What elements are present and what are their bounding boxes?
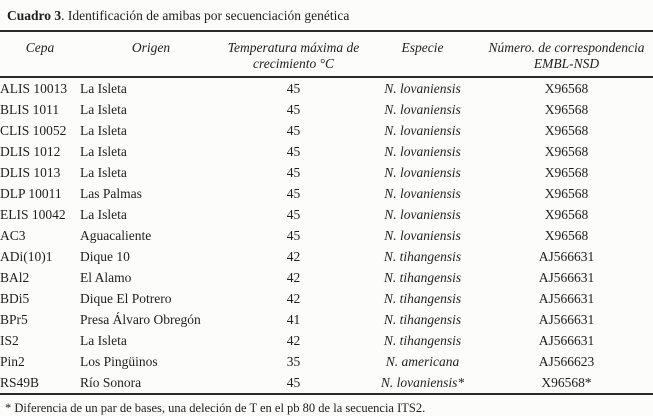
cell-temperatura: 42: [286, 269, 301, 285]
cell-origen: Presa Álvaro Obregón: [80, 311, 201, 327]
cell-especie: N. lovaniensis: [384, 122, 461, 138]
table-row: [0, 309, 653, 330]
table-row: [0, 183, 653, 204]
cell-especie: N. lovaniensis: [384, 206, 461, 222]
cell-embl: AJ566631: [538, 269, 595, 285]
table-row: [0, 330, 653, 351]
cell-embl: AJ566631: [538, 311, 595, 327]
col-header-temperatura: [222, 31, 365, 77]
cell-origen: Los Pingüinos: [80, 353, 158, 369]
cell-especie: N. lovaniensis: [384, 185, 461, 201]
table-row: [0, 77, 653, 99]
cell-especie: N. lovaniensis: [384, 143, 461, 159]
cell-origen: El Alamo: [80, 269, 132, 285]
cell-embl: AJ566623: [538, 353, 595, 369]
cell-temperatura: 45: [286, 122, 301, 138]
cell-embl: AJ566631: [538, 332, 595, 348]
table-caption-number: Cuadro 3: [7, 8, 62, 23]
table-caption: [7, 7, 653, 24]
table-body: [0, 77, 653, 394]
cell-origen: La Isleta: [80, 143, 127, 159]
cell-origen: La Isleta: [80, 122, 127, 138]
amoeba-identification-table: [0, 30, 653, 395]
cell-temperatura: 45: [286, 164, 301, 180]
cell-embl: X96568: [544, 227, 589, 243]
col-header-especie: Especie: [365, 31, 480, 77]
table-header: [0, 31, 653, 77]
cell-especie: N. lovaniensis*: [380, 374, 465, 390]
cell-temperatura: 45: [286, 227, 301, 243]
cell-origen: Aguacaliente: [80, 227, 152, 243]
cell-cepa: ADi(10)1: [0, 248, 53, 264]
cell-origen: Dique 10: [80, 248, 130, 264]
col-header-embl-line2: EMBL-NSD: [533, 55, 600, 71]
col-header-temperatura-line2: crecimiento °C: [253, 55, 334, 71]
cell-temperatura: 45: [286, 80, 301, 96]
cell-cepa: ALIS 10013: [0, 80, 68, 96]
cell-embl: AJ566631: [538, 290, 595, 306]
header-row: [0, 31, 653, 77]
cell-cepa: IS2: [0, 332, 19, 348]
table-row: [0, 141, 653, 162]
cell-especie: N. tihangensis: [383, 332, 462, 348]
cell-origen: Las Palmas: [80, 185, 142, 201]
table-row: [0, 351, 653, 372]
cell-temperatura: 45: [286, 185, 301, 201]
cell-origen: Río Sonora: [80, 374, 142, 390]
cell-cepa: BDi5: [0, 290, 30, 306]
cell-temperatura: 45: [286, 143, 301, 159]
cell-cepa: RS49B: [0, 374, 40, 390]
table-row: [0, 204, 653, 225]
cell-temperatura: 42: [286, 290, 301, 306]
table-row: [0, 99, 653, 120]
cell-cepa: ELIS 10042: [0, 206, 66, 222]
table-row: [0, 225, 653, 246]
col-header-embl: [480, 31, 653, 77]
cell-origen: Dique El Potrero: [80, 290, 172, 306]
table-footnote: * Diferencia de un par de bases, una deleción de T en el pb 80 de la secuencia ITS2.: [5, 401, 426, 415]
cell-especie: N. lovaniensis: [384, 164, 461, 180]
cell-temperatura: 41: [286, 311, 301, 327]
cell-origen: La Isleta: [80, 80, 127, 96]
col-header-embl-line1: Número. de correspondencia: [488, 40, 645, 55]
cell-especie: N. lovaniensis: [384, 227, 461, 243]
cell-embl: X96568: [544, 101, 589, 117]
cell-cepa: BPr5: [0, 311, 28, 327]
cell-especie: N. americana: [385, 353, 460, 369]
cell-especie: N. lovaniensis: [384, 101, 461, 117]
cell-embl: X96568*: [541, 374, 592, 390]
cell-origen: La Isleta: [80, 101, 127, 117]
cell-cepa: CLIS 10052: [0, 122, 67, 138]
cell-embl: X96568: [544, 185, 589, 201]
cell-temperatura: 45: [286, 206, 301, 222]
cell-cepa: Pin2: [0, 353, 25, 369]
cell-cepa: DLIS 1012: [0, 143, 61, 159]
table-row: [0, 267, 653, 288]
cell-origen: La Isleta: [80, 164, 127, 180]
cell-embl: AJ566631: [538, 248, 595, 264]
cell-temperatura: 42: [286, 248, 301, 264]
cell-origen: La Isleta: [80, 332, 127, 348]
table-row: [0, 372, 653, 394]
cell-embl: X96568: [544, 164, 589, 180]
cell-temperatura: 45: [286, 374, 301, 390]
cell-temperatura: 45: [286, 101, 301, 117]
table-row: [0, 120, 653, 141]
col-header-origen: Origen: [80, 31, 222, 77]
table-row: [0, 246, 653, 267]
cell-temperatura: 42: [286, 332, 301, 348]
table-row: [0, 162, 653, 183]
cell-cepa: DLP 10011: [0, 185, 62, 201]
cell-origen: La Isleta: [80, 206, 127, 222]
cell-embl: X96568: [544, 80, 589, 96]
table-caption-text: . Identificación de amibas por secuenciación genética: [61, 8, 350, 23]
cell-embl: X96568: [544, 206, 589, 222]
cell-especie: N. tihangensis: [383, 290, 462, 306]
cell-especie: N. lovaniensis: [384, 80, 461, 96]
col-header-temperatura-line1: Temperatura máxima de: [227, 40, 360, 55]
cell-embl: X96568: [544, 143, 589, 159]
cell-cepa: DLIS 1013: [0, 164, 61, 180]
cell-especie: N. tihangensis: [383, 248, 462, 264]
cell-embl: X96568: [544, 122, 589, 138]
table-row: [0, 288, 653, 309]
cell-especie: N. tihangensis: [383, 311, 462, 327]
col-header-cepa: Cepa: [0, 31, 80, 77]
cell-cepa: BLIS 1011: [0, 101, 60, 117]
cell-especie: N. tihangensis: [383, 269, 462, 285]
cell-cepa: AC3: [0, 227, 26, 243]
cell-cepa: BAl2: [0, 269, 30, 285]
cell-temperatura: 35: [286, 353, 301, 369]
